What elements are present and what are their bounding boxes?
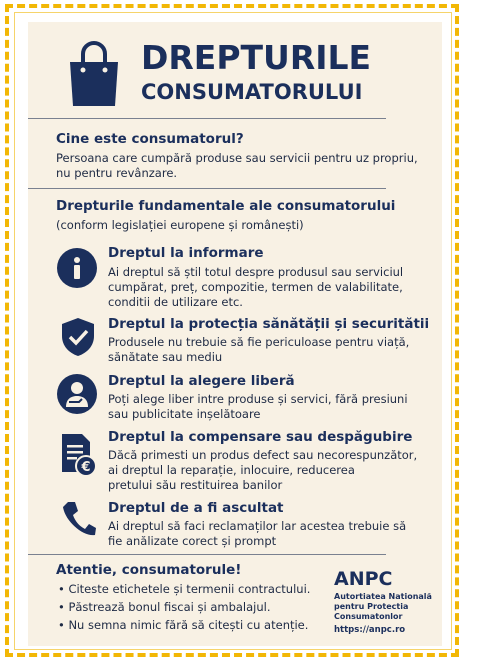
attention-bullet: • Citeste etichetele și termenii contractului.: [58, 582, 311, 596]
divider: [28, 118, 386, 119]
attention-bullet: • Nu semna nimic fără să citești cu atenție.: [58, 618, 309, 632]
right-title: Dreptul la protecția sănătății și securitătii: [108, 316, 430, 332]
divider: [28, 188, 386, 189]
who-line: Persoana care cumpără produse sau servicii pentru uz propriu,: [56, 151, 418, 165]
page-subtitle: CONSUMATORULUI: [141, 80, 363, 104]
right-line: Ai dreptul să faci reclamaților lar acestea trebuie să: [108, 519, 407, 533]
anpc-url[interactable]: https://anpc.ro: [334, 625, 406, 635]
page-title: DREPTURILE: [141, 38, 372, 77]
right-title: Dreptul de a fi ascultat: [108, 500, 284, 516]
attention-bullet: • Păstrează bonul fiscai și ambalajul.: [58, 600, 271, 614]
right-title: Dreptul la alegere liberă: [108, 373, 295, 389]
document-euro-icon: [58, 432, 98, 478]
right-line: ai dreptul la reparație, inlocuire, reducerea: [108, 463, 355, 477]
right-title: Dreptul la compensare sau despăgubire: [108, 429, 413, 445]
anpc-line: pentru Protectia: [334, 602, 409, 611]
right-line: conditii de utilizare etc.: [108, 295, 243, 309]
attention-heading: Atentie, consumatorule!: [56, 562, 242, 578]
right-line: Ai dreptul să știl totul despre produsul sau serviciul: [108, 265, 404, 279]
rights-note: (conform legislației europene și românești): [56, 218, 304, 232]
divider: [28, 554, 386, 555]
anpc-line: Autortiatea Natională: [334, 592, 432, 601]
person-hand-icon: [57, 374, 97, 414]
shopping-bag-icon: [66, 40, 122, 108]
right-line: Dăcă primesti un produs defect sau necorespunzător,: [108, 448, 418, 462]
rights-heading: Drepturile fundamentale ale consumatorului: [56, 198, 396, 214]
right-line: pretului său restituirea banilor: [108, 478, 283, 492]
svg-text:€: €: [81, 460, 91, 475]
info-icon: [57, 248, 97, 288]
anpc-line: Consumatonlor: [334, 612, 403, 621]
anpc-logo-text: ANPC: [334, 568, 393, 590]
right-line: Produsele nu trebuie să fie periculoase pentru viață,: [108, 335, 410, 349]
right-line: sănătate sau mediu: [108, 350, 223, 364]
right-line: sau publicitate inșelătoare: [108, 407, 261, 421]
right-line: Poți alege liber intre produse și servici, fără presiuni: [108, 392, 408, 406]
phone-icon: [61, 499, 97, 539]
who-heading: Cine este consumatorul?: [56, 131, 244, 147]
right-line: cumpărat, preț, compozitie, termen de valabilitate,: [108, 280, 403, 294]
shield-check-icon: [59, 316, 97, 358]
right-title: Dreptul la informare: [108, 245, 264, 261]
who-line: nu pentru revânzare.: [56, 166, 178, 180]
poster-card: [28, 22, 442, 646]
right-line: fie anălizate corect și prompt: [108, 534, 277, 548]
